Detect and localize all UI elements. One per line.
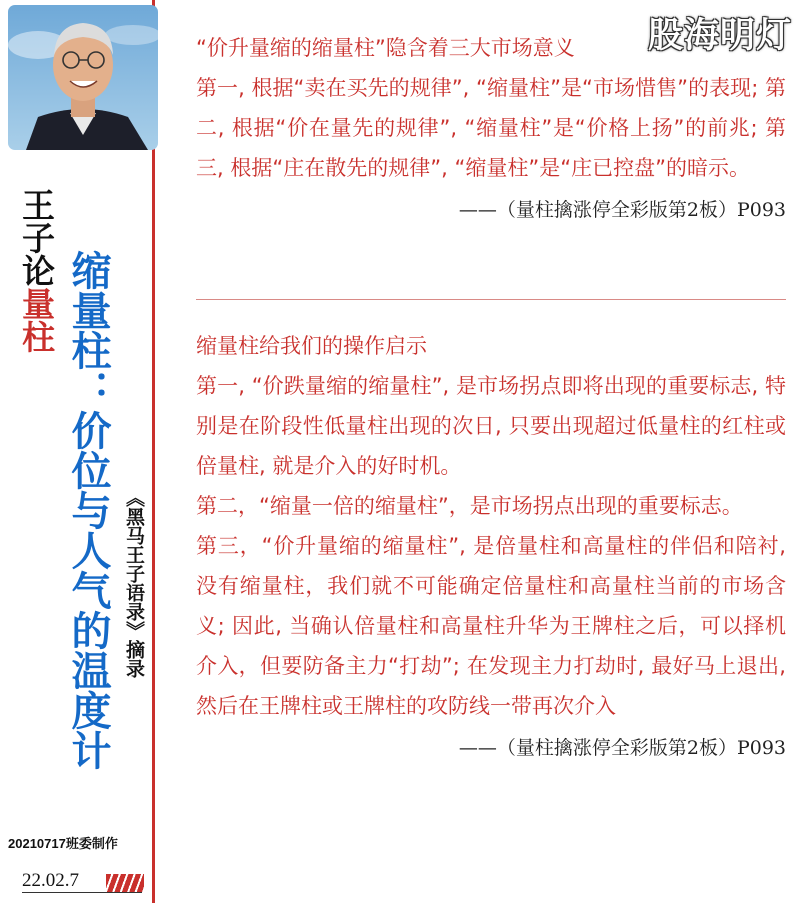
watermark-logo: 股海明灯 (648, 16, 793, 56)
article-title: 缩量柱：价位与人气的温度计 (65, 250, 112, 770)
section-market-meaning (196, 28, 786, 230)
section1-body: 第一, 根据“卖在买先的规律”, “缩量柱”是“市场惜售”的表现; 第二, 根据“价在量先的规律”, “缩量柱”是“价格上扬”的前兆; 第三, 根据“庄在散先的规律”, “缩量柱”是“庄已控盘”的暗示。 (196, 76, 786, 180)
section2-title: 缩量柱给我们的操作启示 (196, 334, 427, 358)
author-topic: 量柱 (17, 287, 56, 353)
section1-title: “价升量缩的缩量柱”隐含着三大市场意义 (196, 36, 575, 60)
date-text: 22.02.7 (22, 870, 79, 891)
section1-citation: ——（量柱擒涨停全彩版第2板）P093 (458, 199, 786, 221)
author-name: 王子论 (17, 188, 56, 287)
section2-point-2: 第二，“缩量一倍的缩量柱”，是市场拐点出现的重要标志。 (196, 494, 743, 518)
section-operation-hints (196, 326, 786, 768)
author-photo (8, 5, 158, 150)
left-sidebar (0, 0, 155, 903)
source-note: 《黑马王子语录》摘录 (123, 488, 145, 678)
section2-point-1: 第一, “价跌量缩的缩量柱”, 是市场拐点即将出现的重要标志, 特别是在阶段性低量柱出现的次日, 只要出现超过低量柱的红柱或倍量柱, 就是介入的好时机。 (196, 374, 786, 478)
date-stamp (22, 870, 142, 893)
section2-citation: ——（量柱擒涨停全彩版第2板）P093 (458, 737, 786, 759)
credit-line: 20210717班委制作 (8, 836, 118, 851)
author-heading (14, 188, 54, 353)
section2-point-3: 第三，“价升量缩的缩量柱”, 是倍量柱和高量柱的伴侣和陪衬, 没有缩量柱，我们就不可能确定倍量柱和高量柱当前的市场含义; 因此, 当确认倍量柱和高量柱升华为王牌柱之后，可以择机介入，但要防备主力“打劫”; 在发现主力打劫时, 最好马上退出, 然后在王牌柱或王牌柱的攻防线一带再次介入 (196, 534, 786, 718)
section-divider (196, 299, 786, 300)
stripe-decoration (106, 874, 144, 892)
